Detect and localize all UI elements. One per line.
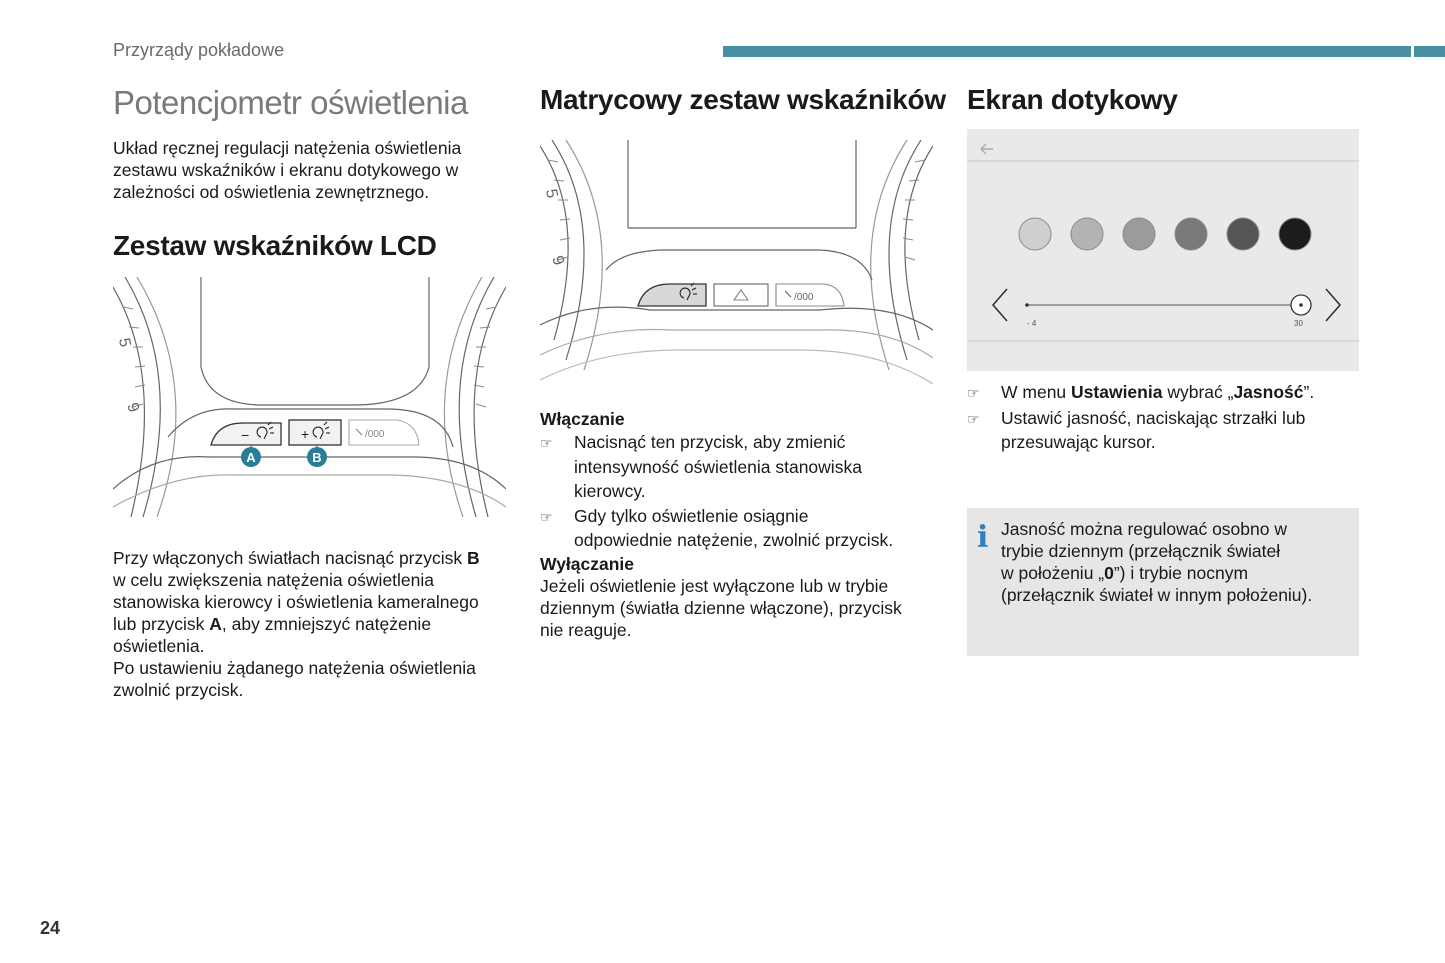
bullet-item [967,380,1359,406]
bullet-text [1001,380,1314,406]
intro-line: zestawu wskaźników i ekranu dotykowego w [113,160,459,180]
text-run: W menu [1001,382,1072,402]
pointing-hand-icon: ☞ [967,410,980,427]
bullet-line: Ustawić jasność, naciskając strzałki lub [1001,407,1306,428]
bullet-line: przesuwając kursor. [1001,432,1156,452]
matrix-heading: Matrycowy zestaw wskaźników [540,84,946,115]
text-run: wybrać „ [1162,382,1234,402]
page-title: Potencjometr oświetlenia [113,84,468,121]
switch-position: 0 [1104,563,1114,583]
switch-off-heading: Wyłączanie [540,553,635,574]
bullet-item [967,406,1359,455]
callout-b [307,445,327,467]
text-line [113,613,513,635]
back-arrow-icon [981,144,993,154]
reset-label: /000 [794,292,814,303]
text-run: w położeniu „ [1001,563,1105,583]
lcd-cluster-illustration [113,277,506,525]
bullet-text [574,504,893,553]
info-icon: i [977,520,989,555]
dial-label-left-lower: 9 [123,400,143,415]
intro-text [113,137,461,203]
pointing-hand-icon: ☞ [967,385,980,401]
bullet-line: odpowiednie natężenie, zwolnić przycisk. [574,530,894,550]
brightness-swatch [1019,218,1051,250]
bullet-line: kierowcy. [574,481,646,501]
button-ref-b: B [467,548,480,568]
bullet-text [1001,406,1305,455]
reset-label: /000 [365,429,385,440]
callout-a [241,445,261,467]
text-line: zwolnić przycisk. [113,680,244,700]
info-text [1001,518,1351,606]
text-run: Przy włączonych światłach nacisnąć przycisk [113,548,468,568]
brightness-swatch [1227,218,1259,250]
matrix-cluster-illustration [540,140,933,390]
page-number: 24 [40,918,61,938]
text-line: oświetlenia. [113,636,205,656]
text-line: nie reaguje. [540,619,632,640]
matrix-instructions [540,408,940,641]
touchscreen-heading: Ekran dotykowy [967,84,1178,115]
plus-sign: + [301,426,310,442]
lcd-instructions [113,547,513,701]
text-line: (przełącznik świateł w innym położeniu). [1001,585,1313,605]
dimmer-plus-button [289,420,341,445]
header-bar-divider [1411,46,1414,57]
slider-min-label: - 4 [1027,319,1037,328]
brightness-swatches [1019,218,1311,250]
text-line: Po ustawieniu żądanego natężenia oświetlenia [113,658,476,678]
bullet-line: Gdy tylko oświetlenie osiągnie [574,505,809,526]
dial-label-left: 5 [542,187,561,200]
text-line: w celu zwiększenia natężenia oświetlenia [113,570,435,590]
touchscreen-illustration [967,129,1359,371]
text-run: , aby zmniejszyć natężenie [221,614,432,634]
callout-a-label: A [246,450,256,465]
section-header: Przyrządy pokładowe [113,40,285,60]
header-accent-bar [723,46,1445,57]
dimmer-button [638,284,706,306]
brightness-swatch [1123,218,1155,250]
dial-label-left: 5 [115,336,134,349]
brightness-swatch [1071,218,1103,250]
increase-arrow-icon [1326,289,1340,321]
text-line: stanowiska kierowcy i oświetlenia kameralnego [113,592,479,612]
menu-name: Ustawienia [1071,382,1163,402]
text-line: dziennym (światła dzienne włączone), przycisk [540,597,902,618]
pointing-hand-icon: ☞ [540,435,553,451]
brightness-swatch [1279,218,1311,250]
option-name: Jasność [1233,382,1304,402]
text-line: Jasność można regulować osobno w [1001,519,1287,539]
intro-line: Układ ręcznej regulacji natężenia oświetlenia [113,138,462,158]
dial-label-left-lower: 9 [548,253,568,268]
lcd-heading: Zestaw wskaźników LCD [113,230,437,261]
bullet-item [540,504,940,553]
text-run: ”) i trybie nocnym [1113,563,1249,583]
minus-sign: − [241,427,250,443]
switch-on-heading: Włączanie [540,409,625,429]
text-line: Jeżeli oświetlenie jest wyłączone lub w trybie [540,575,889,596]
decrease-arrow-icon [993,289,1007,321]
bullet-item [540,430,940,504]
touchscreen-instructions [967,380,1359,455]
text-line [113,547,513,569]
text-line [1001,562,1351,584]
info-box [967,508,1359,656]
button-ref-a: A [209,614,222,634]
text-run: lub przycisk [113,614,210,634]
intro-line: zależności od oświetlenia zewnętrznego. [113,182,430,202]
pointing-hand-icon: ☞ [540,508,553,525]
warning-button [714,284,768,306]
bullet-text [574,430,862,504]
bullet-line: Nacisnąć ten przycisk, aby zmienić [574,432,846,452]
text-run: ”. [1303,382,1315,402]
bullet-line: intensywność oświetlenia stanowiska [574,456,862,477]
touchscreen-drawing [967,129,1359,371]
text-line: trybie dziennym (przełącznik świateł [1001,541,1281,561]
brightness-swatch [1175,218,1207,250]
slider-max-label: 30 [1294,319,1303,328]
callout-b-label: B [312,450,322,465]
